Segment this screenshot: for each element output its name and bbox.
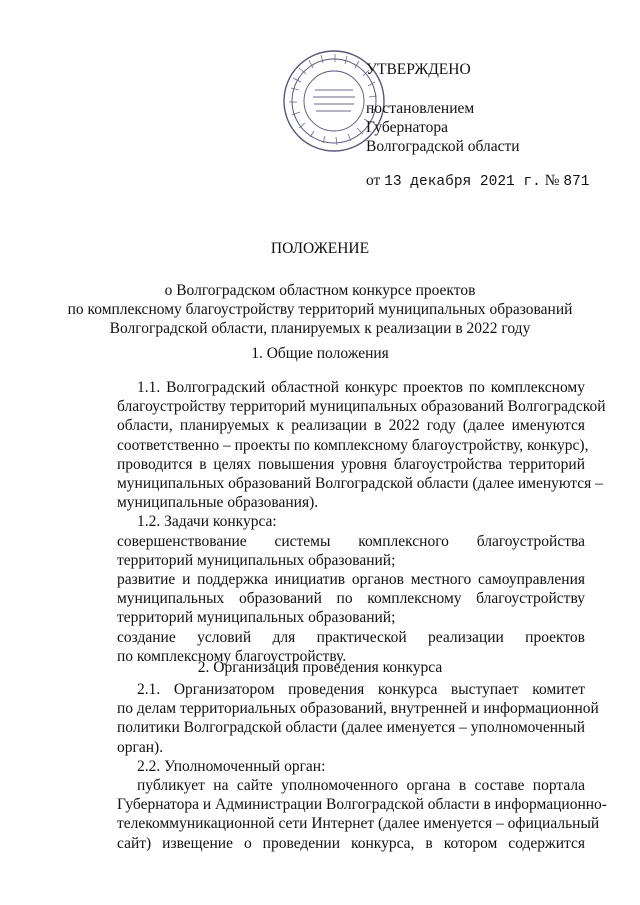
document-subtitle bbox=[0, 281, 640, 338]
subtitle-line: о Волгоградском областном конкурсе проектов bbox=[164, 282, 476, 299]
text-line: территорий муниципальных образований; bbox=[117, 551, 396, 569]
text-line: благоустройству территорий муниципальных образований Волгоградской bbox=[117, 398, 606, 416]
approval-decree: постановлением bbox=[366, 100, 475, 117]
approval-block bbox=[366, 60, 520, 156]
section-1-body bbox=[117, 378, 606, 666]
date-prefix: от bbox=[366, 172, 381, 189]
approval-region: Волгоградской области bbox=[366, 138, 520, 155]
text-line: Губернатора и Администрации Волгоградской области в информационно- bbox=[117, 796, 607, 814]
section-2-body bbox=[117, 680, 607, 853]
text-line: сайт) извещение о проведении конкурса, в котором содержится bbox=[117, 834, 585, 852]
subtitle-line: Волгоградской области, планируемых к реализации в 2022 году bbox=[109, 320, 531, 337]
section-2-heading: 2. Организация проведения конкурса bbox=[197, 659, 443, 676]
text-line: 2.2. Уполномоченный орган: bbox=[137, 757, 326, 775]
text-line: 1.1. Волгоградский областной конкурс проектов по комплексному bbox=[137, 379, 585, 396]
text-line: муниципальных образований Волгоградской области (далее именуются – bbox=[117, 475, 603, 493]
text-line: создание условий для практической реализации проектов bbox=[117, 628, 585, 646]
text-line: по делам территориальных образований, внутренней и информационной bbox=[117, 700, 599, 718]
text-line: муниципальных образований по комплексному благоустройству bbox=[117, 590, 585, 608]
text-line: территорий муниципальных образований; bbox=[117, 609, 396, 627]
text-line: 2.1. Организатором проведения конкурса выступает комитет bbox=[137, 681, 585, 698]
decree-date-line bbox=[366, 172, 590, 190]
text-line: 1.2. Задачи конкурса: bbox=[137, 513, 277, 531]
document-title: ПОЛОЖЕНИЕ bbox=[270, 240, 370, 257]
section-1-heading: 1. Общие положения bbox=[251, 345, 389, 362]
text-line: совершенствование системы комплексного благоустройства bbox=[117, 532, 585, 550]
text-line: публикует на сайте уполномоченного органа в составе портала bbox=[137, 777, 585, 795]
text-line: развитие и поддержка инициатив органов местного самоуправления bbox=[117, 571, 585, 589]
text-line: соответственно – проекты по комплексному благоустройству, конкурс), bbox=[117, 436, 589, 454]
subtitle-line: по комплексному благоустройству территорий муниципальных образований bbox=[67, 301, 573, 318]
decree-number: 871 bbox=[563, 174, 590, 190]
text-line: по комплексному благоустройству. bbox=[117, 647, 347, 665]
number-sign: № bbox=[544, 172, 560, 189]
text-line: муниципальные образования). bbox=[117, 494, 319, 512]
text-line: телекоммуникационной сети Интернет (далее именуется – официальный bbox=[117, 815, 600, 833]
text-line: орган). bbox=[117, 738, 164, 756]
approval-governor: Губернатора bbox=[366, 119, 448, 136]
decree-date: 13 декабря 2021 г. bbox=[384, 174, 541, 190]
text-line: политики Волгоградской области (далее именуется – уполномоченный bbox=[117, 719, 585, 737]
text-line: области, планируемых к реализации в 2022 году (далее именуются bbox=[117, 417, 585, 435]
approval-heading: УТВЕРЖДЕНО bbox=[366, 61, 471, 78]
text-line: проводится в целях повышения уровня благоустройства территорий bbox=[117, 455, 585, 473]
